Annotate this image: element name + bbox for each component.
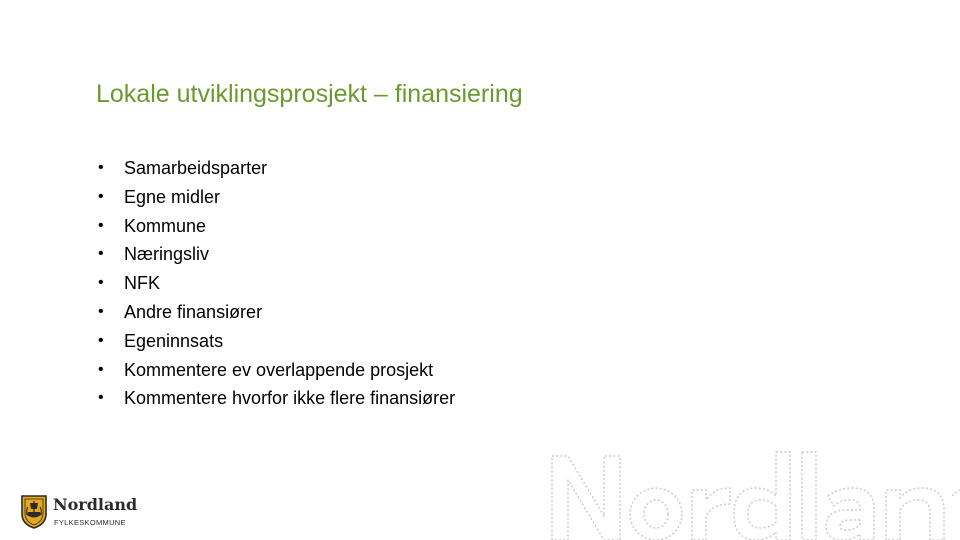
nordland-outline-watermark xyxy=(548,446,960,540)
slide-title: Lokale utviklingsprosjekt – finansiering xyxy=(96,80,523,108)
bullet-dot: • xyxy=(98,360,104,378)
bullet-text: Næringsliv xyxy=(124,244,210,265)
bullet-text: Egeninnsats xyxy=(124,330,224,351)
bullet-dot: • xyxy=(98,216,104,234)
bullet-dot: • xyxy=(98,389,104,407)
bullet-text: Egne midler xyxy=(124,186,221,207)
bullet-dot: • xyxy=(98,187,104,205)
bullet-text: Kommune xyxy=(124,215,207,236)
logo-name: Nordland xyxy=(53,495,138,514)
bullet-dot: • xyxy=(98,302,104,320)
bullet-text: Kommentere hvorfor ikke flere finansiører xyxy=(124,388,456,409)
bullet-dot: • xyxy=(98,331,104,349)
bullet-dot: • xyxy=(98,159,104,176)
nordland-logo xyxy=(21,494,138,532)
bullet-dot: • xyxy=(98,245,104,263)
viking-ship-shield-icon xyxy=(21,495,47,529)
bullet-dot: • xyxy=(98,274,104,292)
bullet-text: Samarbeidsparter xyxy=(124,158,268,178)
bullet-text: Kommentere ev overlappende prosjekt xyxy=(124,359,434,380)
bullet-text: Andre finansiører xyxy=(124,301,263,322)
logo-subtitle: FYLKESKOMMUNE xyxy=(54,518,126,527)
bullet-text: NFK xyxy=(124,273,160,294)
